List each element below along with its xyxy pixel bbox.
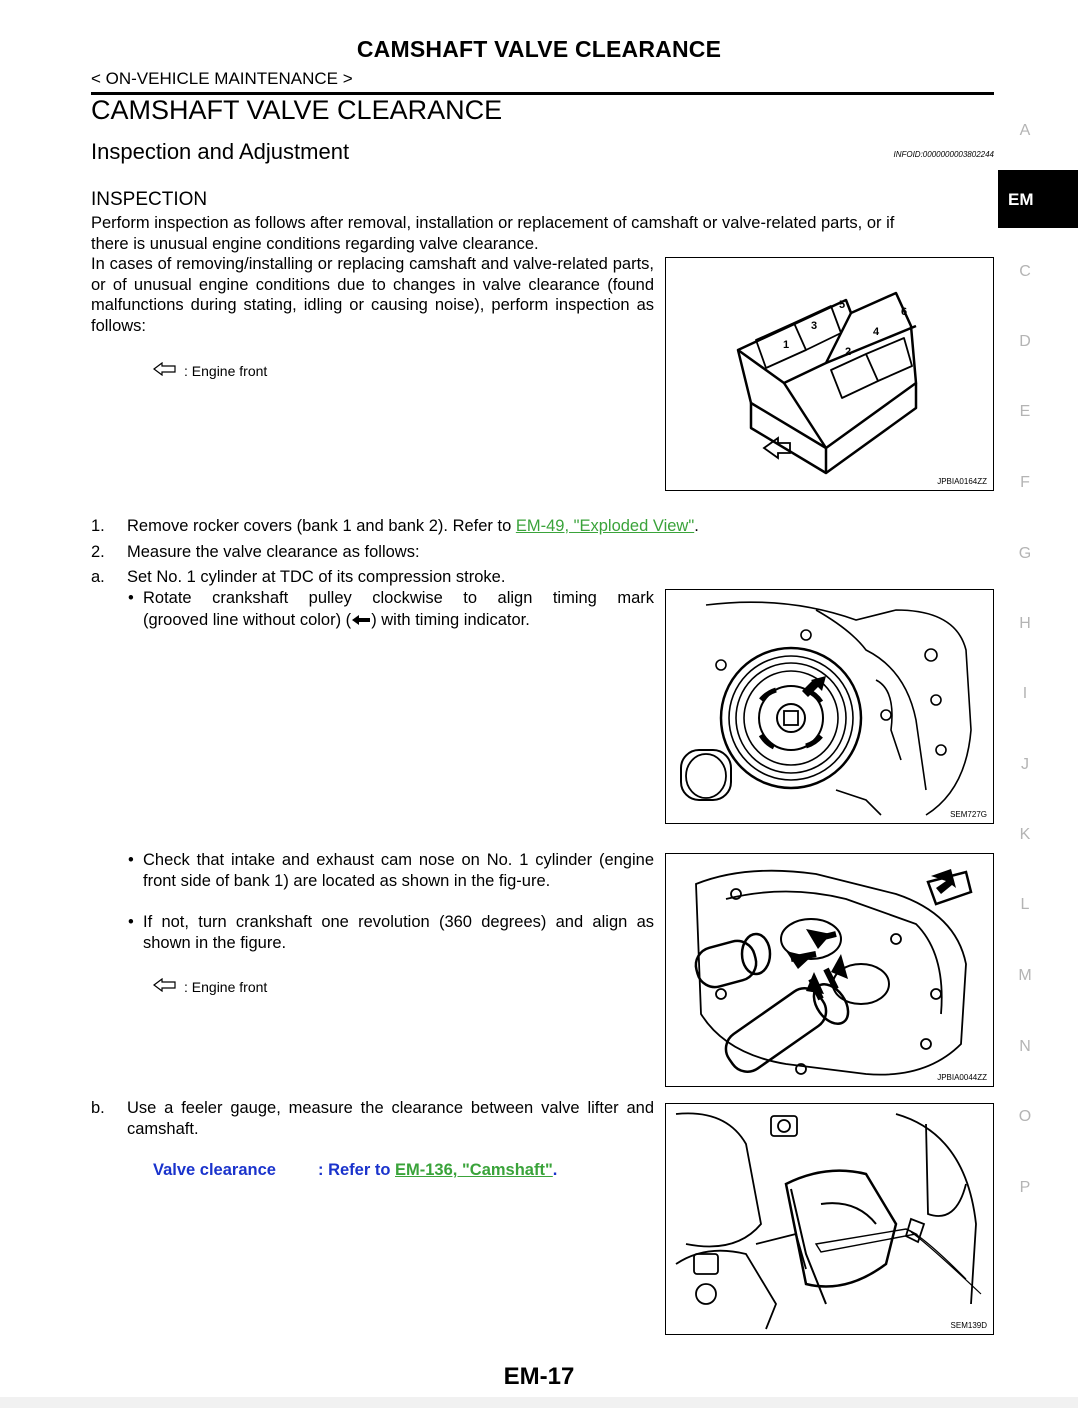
tab-g[interactable]: G (1018, 545, 1032, 562)
intro-line-1: Perform inspection as follows after removal, installation or replacement of camshaft or valve-related parts, or if (91, 214, 895, 232)
step-2-number: 2. (91, 543, 105, 561)
section-subtitle: Inspection and Adjustment (91, 139, 350, 164)
step-1-text: Remove rocker covers (bank 1 and bank 2). Refer to (127, 517, 516, 535)
figure-code-4: SEM139D (950, 1321, 987, 1330)
step-a-text: Set No. 1 cylinder at TDC of its compression stroke. (127, 568, 506, 586)
cylinder-label-6: 6 (901, 306, 908, 318)
spec-value (318, 1161, 557, 1180)
tab-e[interactable]: E (1019, 403, 1031, 420)
breadcrumb: < ON-VEHICLE MAINTENANCE > (91, 69, 353, 88)
crankshaft-pulley-drawing (666, 590, 993, 823)
step-a-number: a. (91, 568, 105, 586)
engine-cylinder-diagram (666, 258, 993, 490)
step-1-end: . (694, 517, 699, 535)
tab-m[interactable]: M (1018, 967, 1032, 984)
step-1 (127, 516, 992, 537)
intro-line-2: there is unusual engine conditions regarding valve clearance. (91, 235, 539, 253)
tab-l[interactable]: L (1020, 896, 1030, 913)
tab-f[interactable]: F (1020, 474, 1030, 491)
bullet-1-text: Rotate crankshaft pulley clockwise to align timing mark (143, 589, 654, 607)
cam-nose-drawing (666, 854, 993, 1086)
bullet-1-line-2 (143, 610, 654, 631)
tab-c[interactable]: C (1019, 263, 1031, 280)
spec-prefix: : Refer to (318, 1161, 396, 1179)
spec-label: Valve clearance (153, 1161, 276, 1179)
bullet-1-mark: • (128, 589, 134, 607)
figure-code-3: JPBIA0044ZZ (937, 1073, 987, 1082)
engine-front-legend-1 (153, 362, 177, 381)
bullet-2-mark: • (128, 851, 134, 869)
engine-front-arrow-icon (153, 978, 177, 992)
spec-end: . (552, 1161, 558, 1179)
cylinder-label-1: 1 (783, 339, 790, 351)
feeler-gauge-drawing (666, 1104, 993, 1334)
cylinder-label-3: 3 (811, 320, 818, 332)
step-b-text: Use a feeler gauge, measure the clearance between valve lifter and camshaft. (127, 1099, 654, 1138)
tab-d[interactable]: D (1019, 333, 1031, 350)
timing-mark-arrow-icon (351, 614, 371, 626)
tab-o[interactable]: O (1018, 1108, 1032, 1125)
engine-front-legend-text-1: : Engine front (184, 363, 268, 379)
page-title: CAMSHAFT VALVE CLEARANCE (91, 95, 503, 125)
running-header-title: CAMSHAFT VALVE CLEARANCE (356, 36, 722, 62)
exploded-view-link[interactable]: EM-49, "Exploded View" (515, 517, 695, 535)
figure-code-2: SEM727G (950, 810, 987, 819)
tab-h[interactable]: H (1019, 615, 1031, 632)
bullet-3-mark: • (128, 913, 134, 931)
tab-a[interactable]: A (1019, 122, 1031, 139)
engine-front-legend-2 (153, 978, 177, 997)
step-b-number: b. (91, 1099, 105, 1117)
tab-p[interactable]: P (1019, 1179, 1031, 1196)
tab-i[interactable]: I (1022, 685, 1028, 702)
tab-em-active[interactable] (998, 170, 1078, 228)
inspection-heading: INSPECTION (91, 189, 208, 210)
figure-feeler-gauge (665, 1103, 994, 1335)
info-id: INFOID:0000000003802244 (893, 150, 994, 159)
figure-code-1: JPBIA0164ZZ (937, 477, 987, 486)
figure-cylinder-layout (665, 257, 994, 491)
cylinder-label-4: 4 (873, 326, 880, 338)
step-1-number: 1. (91, 517, 105, 535)
engine-front-arrow-icon (153, 362, 177, 376)
intro-paragraph-2: In cases of removing/installing or replacing camshaft and valve-related parts, or of unusual engine conditions due to changes in valve clearance (found malfunctions during stating, idling or causing noise), perform inspection as follows: (91, 255, 654, 335)
cylinder-label-5: 5 (839, 299, 846, 311)
bullet-1-line-2a: (grooved line without color) ( (143, 611, 352, 629)
cylinder-label-2: 2 (845, 346, 852, 358)
camshaft-spec-link[interactable]: EM-136, "Camshaft" (395, 1161, 553, 1179)
engine-front-legend-text-2: : Engine front (184, 979, 268, 995)
figure-crankshaft-pulley (665, 589, 994, 824)
step-2-text: Measure the valve clearance as follows: (127, 543, 420, 561)
figure-cam-nose-position (665, 853, 994, 1087)
bullet-3-text: If not, turn crankshaft one revolution (360 degrees) and align as shown in the figure. (143, 913, 654, 952)
bullet-2-text: Check that intake and exhaust cam nose on No. 1 cylinder (engine front side of bank 1) are located as shown in the fig-ure. (143, 851, 654, 890)
bottom-strip (0, 1397, 1078, 1408)
tab-k[interactable]: K (1019, 826, 1031, 843)
tab-n[interactable]: N (1019, 1038, 1031, 1055)
tab-j[interactable]: J (1021, 756, 1029, 773)
bullet-1-line-2b: ) with timing indicator. (371, 611, 530, 629)
tab-em-label: EM (1008, 190, 1034, 209)
page-number: EM-17 (503, 1363, 575, 1390)
